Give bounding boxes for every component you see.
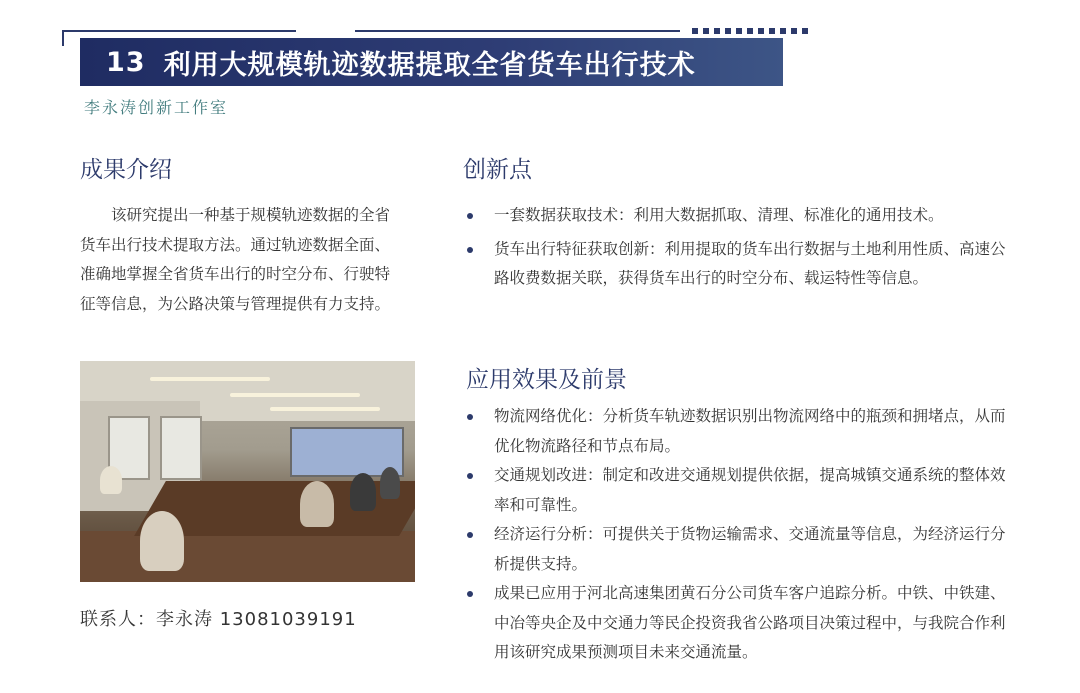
bullet-icon xyxy=(467,213,473,219)
intro-text: 该研究提出一种基于规模轨迹数据的全省货车出行技术提取方法。通过轨迹数据全面、准确地掌握全省货车出行的时空分布、行驶特征等信息，为公路决策与管理提供有力支持。 xyxy=(80,206,391,313)
list-item: 货车出行特征获取创新：利用提取的货车出行数据与土地利用性质、高速公路收费数据关联，获得货车出行的时空分布、载运特性等信息。 xyxy=(466,235,1006,294)
page-title: 利用大规模轨迹数据提取全省货车出行技术 xyxy=(163,49,696,81)
intro-heading: 成果介绍 xyxy=(80,157,172,183)
contact-info: 联系人：李永涛 13081039191 xyxy=(80,609,357,630)
application-heading: 应用效果及前景 xyxy=(466,367,627,393)
studio-name: 李永涛创新工作室 xyxy=(84,98,229,117)
list-item: 经济运行分析：可提供关于货物运输需求、交通流量等信息，为经济运行分析提供支持。 xyxy=(466,520,1006,579)
list-item: 一套数据获取技术：利用大数据抓取、清理、标准化的通用技术。 xyxy=(466,201,1006,231)
bullet-icon xyxy=(467,247,473,253)
title-number: 13 xyxy=(106,46,146,78)
top-decor-line-right xyxy=(355,30,680,32)
top-decor-line-left xyxy=(62,30,296,32)
list-item: 成果已应用于河北高速集团黄石分公司货车客户追踪分析。中铁、中铁建、中冶等央企及中交通力等民企投资我省公路项目决策过程中，与我院合作利用该研究成果预测项目未来交通流量。 xyxy=(466,579,1006,668)
corner-decor xyxy=(62,30,64,46)
application-list xyxy=(466,402,1006,668)
bullet-icon xyxy=(467,532,473,538)
decor-dots xyxy=(692,28,808,34)
innovation-list xyxy=(466,201,1006,294)
bullet-icon xyxy=(467,414,473,420)
title-bar xyxy=(80,38,783,86)
list-item: 物流网络优化：分析货车轨迹数据识别出物流网络中的瓶颈和拥堵点，从而优化物流路径和节点布局。 xyxy=(466,402,1006,461)
innovation-heading: 创新点 xyxy=(463,157,532,183)
meeting-photo xyxy=(80,361,415,582)
list-item: 交通规划改进：制定和改进交通规划提供依据，提高城镇交通系统的整体效率和可靠性。 xyxy=(466,461,1006,520)
bullet-icon xyxy=(467,473,473,479)
bullet-icon xyxy=(467,591,473,597)
